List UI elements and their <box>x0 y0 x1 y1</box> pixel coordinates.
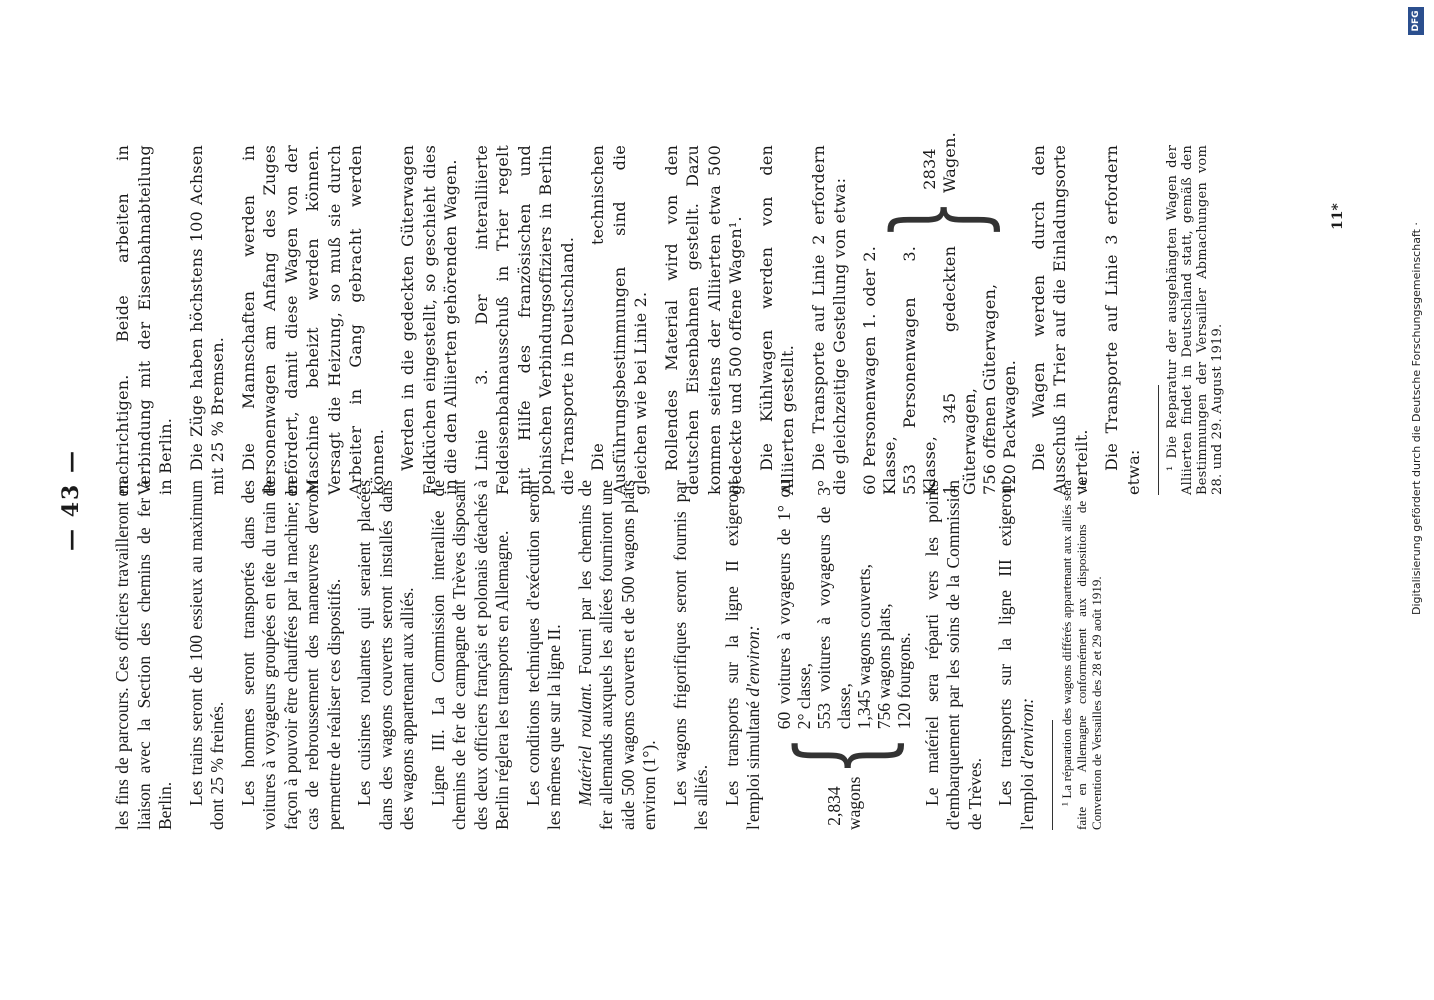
paragraph: Linie 3. Der interalliierte Feldeisenbahnausschuß in Trier regelt mit Hilfe des französischen und polnischen Verbindungsoffiziers in Berlin die Transporte in Deutschland. <box>471 145 577 495</box>
paragraph-text: Fourni par les chemins de fer allemands auxquels les alliées fourniront une aide 500 wagons couverts et de 500 wagons plats environ (1°). <box>574 480 659 830</box>
list-item: 756 wagons plats, <box>873 603 894 730</box>
brace-glyph: } <box>869 199 1010 240</box>
wagon-total: 2,834 wagons <box>823 776 864 830</box>
paragraph: Die Züge haben höchstens 100 Achsen mit 25 % Bremsen. <box>186 145 227 495</box>
paragraph <box>722 480 765 830</box>
paragraph: nachrichtigen. Beide arbeiten in Verbindung mit der Eisenbahnabteilung in Berlin. <box>113 145 175 495</box>
paragraph: Les hommes seront transportés dans des voitures à voyageurs groupées en tête du train de façon à pouvoir être chauffées par la machine; en cas de rebroussement des manœuvres devront permettre de réaliser ces dispositifs. <box>237 480 344 830</box>
footnote-divider <box>1052 720 1053 830</box>
footnote: ¹ La réparation des wagons différés appartenant aux alliés sera faite en Allemagne conformément aux dispositions de la Convention de Versailles des 28 et 29 août 1919. <box>1059 480 1104 830</box>
list-item: 553 voitures à voyageurs de 3° classe, <box>813 480 854 730</box>
paragraph: Les cuisines roulantes qui seraient placées dans des wagons couverts seront installés dans des wagons appartenant aux alliés. <box>354 480 417 830</box>
wagon-total: 2834 Wagen. <box>919 132 959 193</box>
paragraph: Werden in die gedeckten Güterwagen Feldküchen eingestellt, so geschieht dies in die den Alliierten gehörenden Wagen. <box>398 145 460 495</box>
digitization-credit: Digitalisierung gefördert durch die Deutsche Forschungsgemeinschaft · <box>1410 222 1423 615</box>
paragraph: Die technischen Ausführungsbestimmungen sind die gleichen wie bei Linie 2. <box>588 145 650 495</box>
paragraph: Le matériel sera réparti vers les points d'embarquement par les soins de la Commission de Trèves. <box>921 480 985 830</box>
list-item: 1,345 wagons couverts, <box>853 564 874 730</box>
paragraph <box>575 480 661 830</box>
list-item: 120 fourgons. <box>893 632 914 730</box>
paragraph: Die Kühlwagen werden von den Alliierten gestellt. <box>756 145 797 495</box>
paragraph: Die Wagen werden durch den Ausschuß in Trier auf die Einladungsorte verteilt. <box>1028 145 1091 495</box>
italic-text: d'environ: <box>1016 697 1037 769</box>
list-item: 120 Packwagen. <box>999 359 1019 495</box>
italic-label: Matériel roulant. <box>574 682 595 806</box>
paragraph: Ligne III. La Commission interalliée de chemins de fer de campagne de Trèves disposant des deux officiers français et polonais détachés à Berlin réglera les transports en Allemagne. <box>427 480 512 830</box>
paragraph: Les conditions techniques d'exécution seront les mêmes que sur la ligne II. <box>522 480 564 830</box>
page-number-header: — 43 — <box>58 449 84 551</box>
wagon-items <box>774 480 914 729</box>
list-item: 60 Personenwagen 1. oder 2. Klasse, <box>859 245 899 495</box>
french-column <box>112 480 1113 830</box>
wagon-items <box>860 246 1020 495</box>
footnote-divider <box>1158 385 1159 495</box>
german-column <box>112 132 1234 495</box>
brace-glyph: { <box>773 735 914 776</box>
wagon-list-brace <box>859 132 1020 495</box>
list-item: 756 offenen Güterwagen, <box>979 283 999 495</box>
paragraph: Die Mannschaften werden in Personenwagen am Anfang des Zuges befördert, damit diese Wagen von der Maschine beheizt werden können. Versagt die Heizung, so muß sie durch Arbeiter in Gang gebracht werden können. <box>238 145 387 495</box>
paragraph: Die Transporte auf Linie 2 erfordern die gleichzeitige Gestellung von etwa: <box>808 145 849 495</box>
footnote: ¹ Die Reparatur der ausgehängten Wagen der Alliierten findet in Deutschland statt, gemäß den Bestimmungen der Versailler Abmachungen vom 28. und 29. August 1919. <box>1165 145 1225 495</box>
paragraph: Les wagons frigorifiques seront fournis par les alliés. <box>669 480 711 830</box>
list-item: 1 345 gedeckten Güterwagen, <box>939 245 979 495</box>
paragraph: Rollendes Material wird von den deutschen Eisenbahnen gestellt. Dazu kommen seitens der Alliierten etwa 500 gedeckte und 500 offene Wagen¹. <box>661 145 745 495</box>
italic-text: d'environ: <box>743 625 763 697</box>
paragraph: les fins de parcours. Ces officiers travailleront en liaison avec la Section des chemins de fer à Berlin. <box>112 480 175 830</box>
list-item: 60 voitures à voyageurs de 1° ou 2° classe, <box>773 480 814 730</box>
paragraph-text: Les transports sur la ligne II exigeront l'emploi simultané <box>721 480 763 830</box>
sheet-signature: 11* <box>1330 203 1346 230</box>
wagon-list-brace <box>774 480 914 830</box>
dfg-logo: DFG <box>1408 7 1424 35</box>
list-item: 553 Personenwagen 3. Klasse, <box>899 245 939 495</box>
paragraph-text: Les transports sur la ligne III exigeront l'emploi <box>995 480 1037 830</box>
paragraph: Die Transporte auf Linie 3 erfordern etwa: <box>1102 145 1143 495</box>
paragraph: Les trains seront de 100 essieux au maximum dont 25 % freinés. <box>185 480 227 830</box>
paragraph <box>995 480 1038 830</box>
